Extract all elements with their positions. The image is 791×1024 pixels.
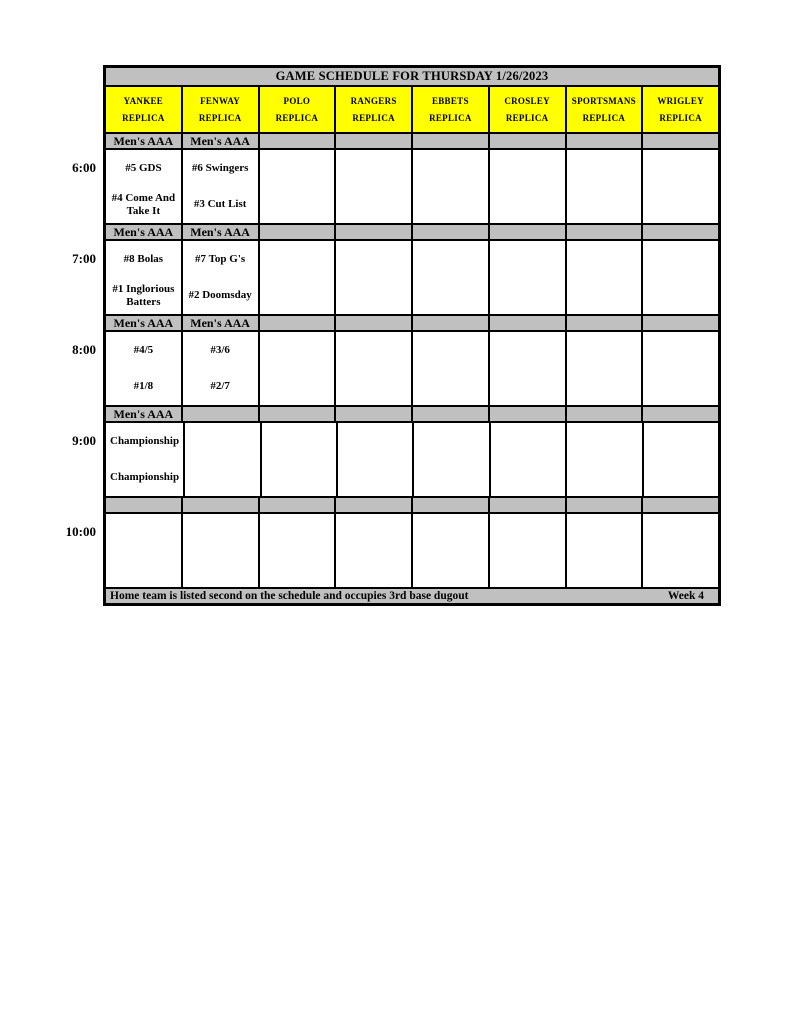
team-visitor-slot: [340, 150, 407, 187]
team-home-slot: #1/8: [133, 380, 154, 393]
team-visitor-slot: [264, 332, 331, 369]
team-visitor-slot: #6 Swingers: [191, 161, 249, 174]
team-home-slot: [494, 369, 561, 406]
team-visitor-slot: [495, 423, 561, 460]
game-cell: [185, 423, 259, 496]
division-band-cell: [643, 407, 718, 421]
game-cell: [567, 332, 642, 405]
team-visitor-slot: [417, 241, 484, 278]
team-visitor-slot: [417, 332, 484, 369]
team-home-slot: [495, 460, 561, 497]
division-band-row: [106, 498, 718, 512]
division-band-row: [106, 407, 718, 421]
team-home-slot: [647, 369, 714, 406]
division-band-cell: [567, 498, 642, 512]
team-visitor-slot: [494, 150, 561, 187]
team-visitor-slot: [264, 514, 331, 551]
game-cell: [336, 241, 411, 314]
division-band-cell: [336, 225, 411, 239]
team-visitor-slot: #3/6: [210, 343, 230, 356]
field-name: EBBETS: [431, 96, 469, 106]
team-visitor-slot: [494, 514, 561, 551]
division-band-cell: [106, 498, 181, 512]
team-visitor-slot: [189, 423, 255, 460]
division-band-cell: [413, 134, 488, 148]
field-subname: REPLICA: [275, 113, 319, 123]
team-home-slot: [110, 551, 177, 588]
footer-note: Home team is listed second on the schedule and occupies 3rd base dugout: [110, 590, 469, 602]
team-home-slot: [340, 369, 407, 406]
division-band-cell: Men's AAA: [106, 407, 181, 421]
game-row: [106, 514, 718, 587]
game-cell: [491, 423, 565, 496]
game-row: [106, 241, 718, 314]
team-home-slot: #1 Inglorious Batters: [112, 282, 175, 308]
field-subname: REPLICA: [122, 113, 165, 123]
team-visitor-slot: [571, 332, 638, 369]
field-name: CROSLEY: [504, 96, 550, 106]
division-band-cell: [413, 498, 488, 512]
game-row: [106, 332, 718, 405]
division-band-cell: [260, 316, 335, 330]
game-cell: [260, 241, 335, 314]
team-home-slot: [494, 187, 561, 224]
game-cell: [106, 423, 183, 496]
division-band-cell: [643, 316, 718, 330]
division-band-cell: [490, 134, 565, 148]
division-band-cell: [567, 316, 642, 330]
game-cell: [336, 150, 411, 223]
team-visitor-slot: #4/5: [133, 343, 154, 356]
team-visitor-slot: [494, 241, 561, 278]
column-header-fenway: [183, 87, 258, 132]
team-home-slot: #4 Come And Take It: [111, 191, 176, 217]
team-home-slot: [189, 460, 255, 497]
game-cell: [643, 241, 718, 314]
schedule-table: [103, 65, 721, 606]
division-band-cell: [643, 134, 718, 148]
team-home-slot: [342, 460, 408, 497]
division-band-cell: [643, 225, 718, 239]
team-home-slot: #2 Doomsday: [188, 289, 252, 302]
game-cell: [567, 241, 642, 314]
team-visitor-slot: #7 Top G's: [195, 252, 246, 265]
game-cell: [567, 423, 641, 496]
team-home-slot: [647, 551, 714, 588]
game-cell: [338, 423, 412, 496]
team-home-slot: [417, 187, 484, 224]
team-visitor-slot: [340, 332, 407, 369]
game-cell: [262, 423, 336, 496]
team-home-slot: [417, 278, 484, 315]
team-visitor-slot: [571, 423, 637, 460]
field-name: FENWAY: [200, 96, 241, 106]
game-cell: [260, 150, 335, 223]
division-band-cell: [336, 134, 411, 148]
division-band-cell: [490, 407, 565, 421]
team-visitor-slot: [647, 241, 714, 278]
field-name: YANKEE: [123, 96, 164, 106]
team-visitor-slot: [340, 514, 407, 551]
team-visitor-slot: [571, 150, 638, 187]
team-home-slot: [264, 187, 331, 224]
game-cell: [644, 423, 718, 496]
division-band-cell: [490, 498, 565, 512]
team-home-slot: [571, 460, 637, 497]
division-band-row: [106, 134, 718, 148]
team-home-slot: [571, 278, 638, 315]
footer-row: [106, 589, 718, 603]
division-band-cell: Men's AAA: [106, 316, 181, 330]
column-header-polo: [260, 87, 335, 132]
game-cell: [106, 332, 181, 405]
field-name: POLO: [283, 96, 311, 106]
game-cell: [567, 150, 642, 223]
game-cell: [490, 514, 565, 587]
division-band-cell: [643, 498, 718, 512]
game-cell: [260, 332, 335, 405]
game-cell: [183, 332, 258, 405]
game-cell: [413, 241, 488, 314]
division-band-cell: [336, 407, 411, 421]
team-home-slot: [340, 278, 407, 315]
team-visitor-slot: [494, 332, 561, 369]
team-home-slot: [264, 369, 331, 406]
team-visitor-slot: [264, 241, 331, 278]
game-row: [106, 150, 718, 223]
team-home-slot: #3 Cut List: [193, 198, 247, 211]
division-band-cell: [567, 225, 642, 239]
team-visitor-slot: [264, 150, 331, 187]
division-band-cell: [260, 225, 335, 239]
team-home-slot: [571, 187, 638, 224]
team-visitor-slot: [187, 514, 254, 551]
team-visitor-slot: [571, 241, 638, 278]
column-header-yankee: [106, 87, 181, 132]
team-visitor-slot: [647, 514, 714, 551]
division-band-cell: [260, 407, 335, 421]
column-header-rangers: [336, 87, 411, 132]
team-visitor-slot: [340, 241, 407, 278]
team-home-slot: [647, 187, 714, 224]
team-home-slot: [340, 187, 407, 224]
game-cell: [336, 332, 411, 405]
team-visitor-slot: [571, 514, 638, 551]
division-band-cell: [260, 134, 335, 148]
game-cell: [106, 150, 181, 223]
team-visitor-slot: [342, 423, 408, 460]
team-visitor-slot: [110, 514, 177, 551]
game-cell: [643, 332, 718, 405]
team-visitor-slot: #8 Bolas: [123, 252, 164, 265]
team-home-slot: [266, 460, 332, 497]
game-cell: [106, 514, 181, 587]
division-band-cell: [183, 498, 258, 512]
field-header-row: [106, 87, 718, 132]
team-visitor-slot: [647, 332, 714, 369]
game-cell: [336, 514, 411, 587]
division-band-cell: [336, 498, 411, 512]
division-band-row: [106, 225, 718, 239]
game-row: [106, 423, 718, 496]
division-band-cell: [413, 316, 488, 330]
team-visitor-slot: [418, 423, 484, 460]
team-visitor-slot: [647, 150, 714, 187]
game-cell: [413, 332, 488, 405]
schedule-body: [106, 134, 718, 587]
time-label: 6:00: [72, 160, 96, 175]
division-band-cell: Men's AAA: [183, 225, 258, 239]
field-name: RANGERS: [350, 96, 397, 106]
field-name: SPORTSMANS: [571, 96, 636, 106]
schedule-title: GAME SCHEDULE FOR THURSDAY 1/26/2023: [106, 68, 718, 85]
team-home-slot: [647, 278, 714, 315]
game-cell: [490, 241, 565, 314]
division-band-cell: [490, 316, 565, 330]
division-band-cell: [183, 407, 258, 421]
column-header-crosley: [490, 87, 565, 132]
division-band-cell: [413, 407, 488, 421]
column-header-wrigley: [643, 87, 718, 132]
column-header-sportsmans: [567, 87, 642, 132]
team-home-slot: [264, 278, 331, 315]
team-home-slot: [494, 278, 561, 315]
game-cell: [413, 514, 488, 587]
division-band-cell: [260, 498, 335, 512]
time-label: 10:00: [65, 524, 96, 539]
field-subname: REPLICA: [505, 113, 549, 123]
footer-week: Week 4: [667, 590, 704, 602]
division-band-row: [106, 316, 718, 330]
game-cell: [183, 150, 258, 223]
division-band-cell: [490, 225, 565, 239]
game-cell: [413, 150, 488, 223]
division-band-cell: [567, 134, 642, 148]
team-home-slot: [494, 551, 561, 588]
game-cell: [643, 150, 718, 223]
team-visitor-slot: [648, 423, 714, 460]
division-band-cell: Men's AAA: [183, 134, 258, 148]
game-cell: [567, 514, 642, 587]
team-home-slot: [187, 551, 254, 588]
team-home-slot: [648, 460, 714, 497]
field-subname: REPLICA: [582, 113, 626, 123]
field-subname: REPLICA: [198, 113, 242, 123]
team-home-slot: [264, 551, 331, 588]
division-band-cell: [413, 225, 488, 239]
division-band-cell: Men's AAA: [106, 134, 181, 148]
field-subname: REPLICA: [352, 113, 395, 123]
game-cell: [183, 241, 258, 314]
team-home-slot: [418, 460, 484, 497]
team-home-slot: [417, 369, 484, 406]
team-home-slot: [417, 551, 484, 588]
team-home-slot: [571, 369, 638, 406]
division-band-cell: Men's AAA: [183, 316, 258, 330]
division-band-cell: Men's AAA: [106, 225, 181, 239]
game-cell: [414, 423, 488, 496]
time-label: 9:00: [72, 433, 96, 448]
game-cell: [490, 332, 565, 405]
game-cell: [260, 514, 335, 587]
game-cell: [106, 241, 181, 314]
field-subname: REPLICA: [429, 113, 472, 123]
team-visitor-slot: Championship: [110, 434, 180, 447]
team-visitor-slot: [417, 514, 484, 551]
division-band-cell: [336, 316, 411, 330]
team-visitor-slot: [266, 423, 332, 460]
time-label: 8:00: [72, 342, 96, 357]
game-cell: [183, 514, 258, 587]
team-home-slot: [340, 551, 407, 588]
time-label: 7:00: [72, 251, 96, 266]
field-subname: REPLICA: [659, 113, 702, 123]
column-header-ebbets: [413, 87, 488, 132]
team-home-slot: [571, 551, 638, 588]
team-home-slot: Championship: [110, 471, 180, 484]
team-home-slot: #2/7: [210, 380, 230, 393]
game-cell: [490, 150, 565, 223]
game-cell: [643, 514, 718, 587]
team-visitor-slot: #5 GDS: [125, 161, 162, 174]
field-name: WRIGLEY: [657, 96, 704, 106]
team-visitor-slot: [417, 150, 484, 187]
division-band-cell: [567, 407, 642, 421]
